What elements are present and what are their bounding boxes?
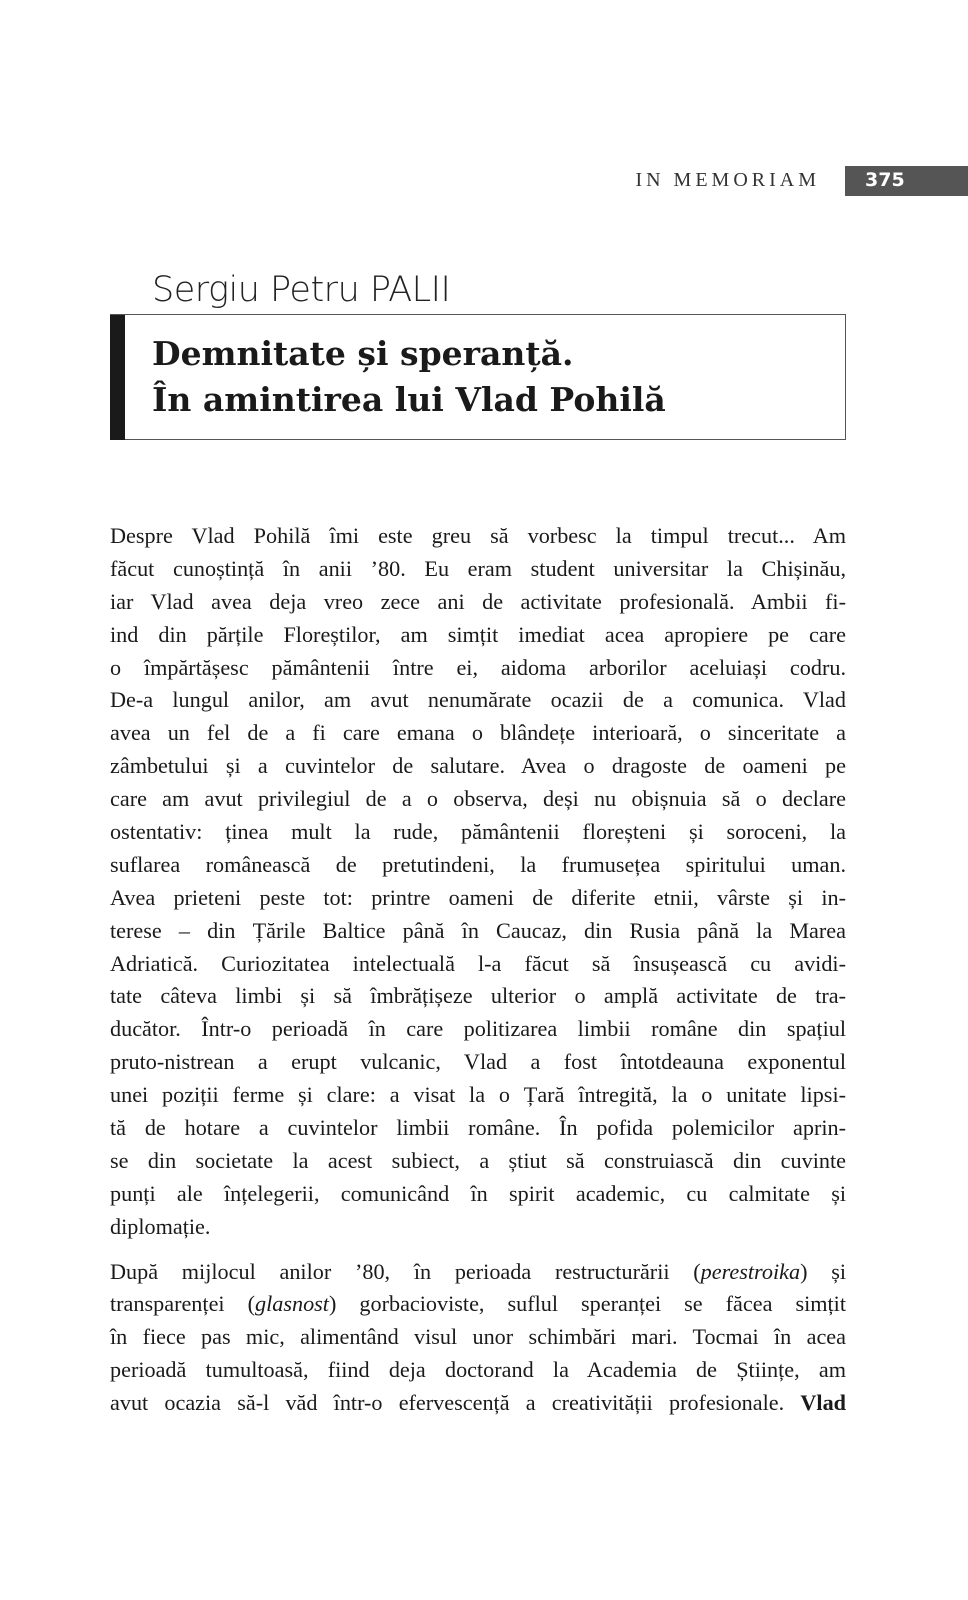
text-line: ostentativ: ținea mult la rude, pământenii floreșteni și soroceni, la <box>110 819 846 845</box>
text-line: diplomație. <box>110 1213 211 1239</box>
text-line <box>110 1387 846 1420</box>
text-line: care am avut privilegiul de a o observa, deși nu obișnuia să o declare <box>110 786 846 812</box>
section-label: IN MEMORIAM <box>635 169 820 191</box>
text-line: unei poziții ferme și clare: a visat la o Țară întregită, la o unitate lipsi- <box>110 1082 846 1108</box>
text-line: Avea prieteni peste tot: printre oameni de diferite etnii, vârste și in- <box>110 884 846 910</box>
text-line: o împărtășesc pământenii între ei, aidoma arborilor aceluiași codru. <box>110 654 846 680</box>
text-line: avea un fel de a fi care emana o blândețe interioară, o sinceritate a <box>110 720 846 746</box>
title-accent-bar <box>110 315 125 440</box>
title-line: În amintirea lui Vlad Pohilă <box>152 380 666 419</box>
page-number-box <box>845 166 968 196</box>
title-box <box>110 314 846 440</box>
article-body <box>110 520 846 1420</box>
text-line <box>110 1256 846 1289</box>
author-name: Sergiu Petru PALII <box>152 270 456 310</box>
italic-term: glasnost <box>255 1291 329 1317</box>
article-title <box>152 331 666 423</box>
text-line: se din societate la acest subiect, a știut să construiască din cuvinte <box>110 1147 846 1173</box>
text-line: punți ale înțelegerii, comunicând în spirit academic, cu calmitate și <box>110 1180 846 1206</box>
paragraph <box>110 1256 846 1420</box>
title-line: Demnitate și speranță. <box>152 334 574 373</box>
text-line: tă de hotare a cuvintelor limbii române. În pofida polemicilor aprin- <box>110 1115 846 1141</box>
paragraph <box>110 520 846 1244</box>
text-line: terese – din Țările Baltice până în Caucaz, din Rusia până la Marea <box>110 917 846 943</box>
bold-term: Vlad <box>800 1390 846 1416</box>
text-line: zâmbetului și a cuvintelor de salutare. Avea o dragoste de oameni pe <box>110 753 846 779</box>
text-line: perioadă tumultoasă, fiind deja doctorand la Academia de Științe, am <box>110 1357 846 1383</box>
text-line: făcut cunoștință în anii ’80. Eu eram student universitar la Chișinău, <box>110 555 846 581</box>
italic-term: perestroika <box>700 1258 801 1284</box>
text-line: suflarea românească de pretutindeni, la frumusețea spiritului uman. <box>110 851 846 877</box>
text-line: tate câteva limbi și să îmbrățișeze ulterior o amplă activitate de tra- <box>110 983 846 1009</box>
page-number: 375 <box>865 169 905 191</box>
text-line: Adriatică. Curiozitatea intelectuală l-a făcut să însușească cu avidi- <box>110 950 846 976</box>
running-header <box>0 166 968 196</box>
text-line: iar Vlad avea deja vreo zece ani de activitate profesională. Ambii fi- <box>110 588 846 614</box>
text-line: pruto-nistrean a erupt vulcanic, Vlad a fost întotdeauna exponentul <box>110 1049 846 1075</box>
text-run: avut ocazia să-l văd într-o efervescență a creativității profesionale. <box>110 1390 801 1416</box>
text-line <box>110 1288 846 1321</box>
text-run: ) gorbacioviste, suflul speranței se făcea simțit <box>328 1291 847 1317</box>
text-run: ) și <box>800 1258 847 1284</box>
text-line: De-a lungul anilor, am avut nenumărate ocazii de a comunica. Vlad <box>110 687 846 713</box>
text-line: ind din părțile Floreștilor, am simțit imediat acea apropiere pe care <box>110 621 846 647</box>
text-line: Despre Vlad Pohilă îmi este greu să vorbesc la timpul trecut... Am <box>110 523 846 548</box>
text-line: în fiece pas mic, alimentând visul unor schimbări mari. Tocmai în acea <box>110 1324 846 1350</box>
text-run: transparenței ( <box>110 1291 255 1317</box>
text-line: ducător. Într-o perioadă în care politizarea limbii române din spațiul <box>110 1016 846 1042</box>
text-run: După mijlocul anilor ’80, în perioada restructurării ( <box>110 1258 701 1284</box>
